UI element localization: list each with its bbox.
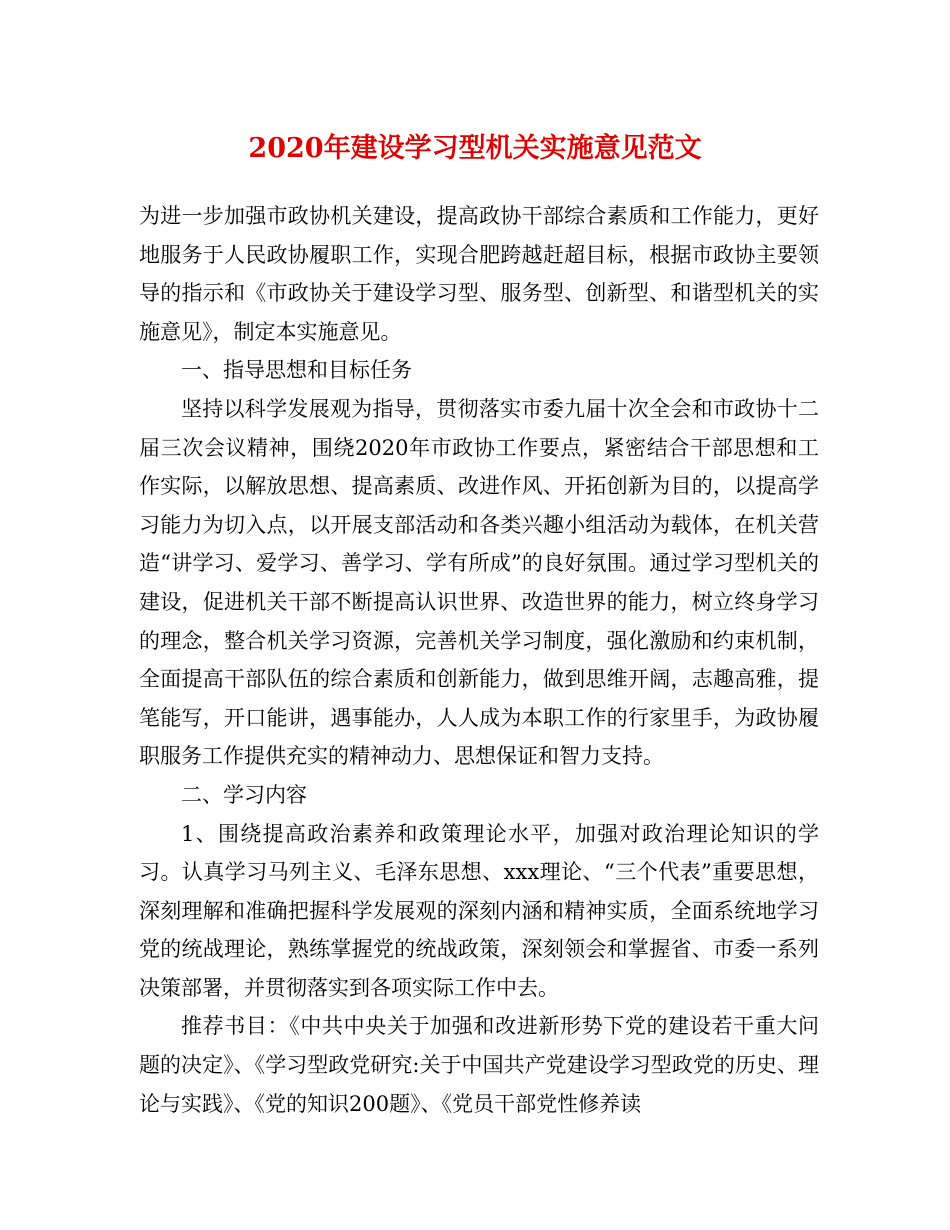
document-paragraph: 1、围绕提高政治素养和政策理论水平，加强对政治理论知识的学习。认真学习马列主义、毛泽东思想、xxx理论、“三个代表”重要思想，深刻理解和准确把握科学发展观的深刻内涵和精神实质，全面系统地学习党的统战理论，熟练掌握党的统战政策，深刻领会和掌握省、市委一系列决策部署，并贯彻落实到各项实际工作中去。 bbox=[139, 821, 819, 1000]
document-body bbox=[139, 197, 819, 1123]
document-paragraph: 推荐书目：《中共中央关于加强和改进新形势下党的建设若干重大问题的决定》、《学习型政党研究:关于中国共产党建设学习型政党的历史、理论与实践》、《党的知识200题》、《党员干部党性修养读 bbox=[139, 1014, 819, 1116]
document-paragraph: 一、指导思想和目标任务 bbox=[181, 358, 412, 383]
document-paragraph: 为进一步加强市政协机关建设，提高政协干部综合素质和工作能力，更好地服务于人民政协履职工作，实现合肥跨越赶超目标，根据市政协主要领导的指示和《市政协关于建设学习型、服务型、创新型、和谐型机关的实施意见》，制定本实施意见。 bbox=[139, 204, 819, 344]
document-title: 2020年建设学习型机关实施意见范文 bbox=[248, 133, 702, 164]
document-paragraph: 坚持以科学发展观为指导，贯彻落实市委九届十次全会和市政协十二届三次会议精神，围绕2020年市政协工作要点，紧密结合干部思想和工作实际，以解放思想、提高素质、改进作风、开拓创新为目的，以提高学习能力为切入点，以开展支部活动和各类兴趣小组活动为载体，在机关营造“讲学习、爱学习、善学习、学有所成”的良好氛围。通过学习型机关的建设，促进机关干部不断提高认识世界、改造世界的能力，树立终身学习的理念，整合机关学习资源，完善机关学习制度，强化激励和约束机制，全面提高干部队伍的综合素质和创新能力，做到思维开阔，志趣高雅，提笔能写，开口能讲，遇事能办，人人成为本职工作的行家里手，为政协履职服务工作提供充实的精神动力、思想保证和智力支持。 bbox=[139, 396, 819, 769]
document-paragraph: 二、学习内容 bbox=[181, 782, 307, 807]
